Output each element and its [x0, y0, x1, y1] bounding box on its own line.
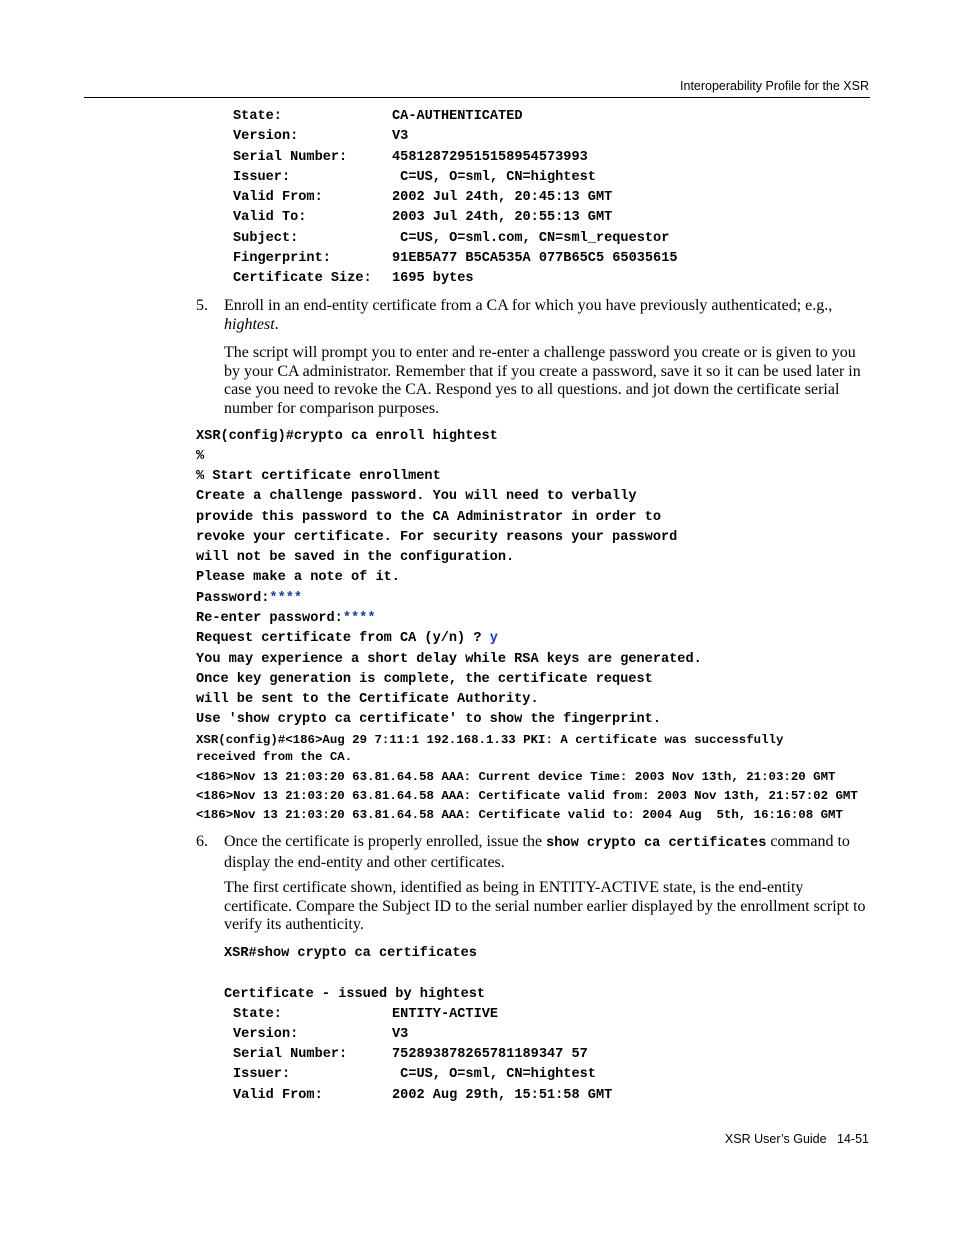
cert1-label: Valid From:: [233, 190, 323, 205]
step6-paragraph: The first certificate shown, identified as being in ENTITY-ACTIVE state, is the end-entity certificate. Compare the Subject ID to the serial number earlier displayed by the enrollment script to verify its authenticity.: [224, 879, 866, 933]
cert1-value: 2003 Jul 24th, 20:55:13 GMT: [392, 210, 613, 225]
cert1-value: 91EB5A77 B5CA535A 077B65C5 65035615: [392, 251, 678, 266]
transcript-line: Create a challenge password. You will need to verbally: [196, 489, 637, 504]
step5-paragraph: The script will prompt you to enter and re-enter a challenge password you create or is given to you by your CA administrator. Remember that if you create a password, save it so it can be used later in case you need to revoke the CA. Respond yes to all questions. and jot down the certificate serial number for comparison purposes.: [224, 344, 861, 417]
transcript-line: received from the CA.: [196, 750, 353, 764]
step5-text-a: Enroll in an end-entity certificate from a CA for which you have previously authenticated; e.g.,: [224, 297, 833, 314]
step6-text-b: command to display the end-entity and other certificates.: [224, 833, 850, 871]
cert2-value: V3: [392, 1027, 409, 1042]
header-rule: [84, 97, 870, 98]
transcript-line: XSR(config)#<186>Aug 29 7:11:1 192.168.1.33 PKI: A certificate was successfully: [196, 733, 784, 747]
transcript-line: Use 'show crypto ca certificate' to show the fingerprint.: [196, 712, 661, 727]
transcript-line: will not be saved in the configuration.: [196, 550, 515, 565]
transcript-line: will be sent to the Certificate Authority.: [196, 692, 539, 707]
cert1-value: C=US, O=sml.com, CN=sml_requestor: [392, 231, 670, 246]
cert2-value: C=US, O=sml, CN=hightest: [392, 1067, 596, 1082]
reenter-password-input: ****: [342, 611, 376, 626]
transcript-line: revoke your certificate. For security reasons your password: [196, 530, 678, 545]
cert2-label: Issuer:: [233, 1067, 291, 1082]
cert2-label: Version:: [233, 1027, 299, 1042]
password-input: ****: [269, 591, 303, 606]
running-header: Interoperability Profile for the XSR: [680, 79, 869, 93]
cert2-value: 2002 Aug 29th, 15:51:58 GMT: [392, 1088, 613, 1103]
issued-by-line: Certificate - issued by hightest: [224, 987, 486, 1002]
cert1-label: Issuer:: [233, 170, 291, 185]
transcript-line: You may experience a short delay while RSA keys are generated.: [196, 652, 702, 667]
cert1-label: Certificate Size:: [233, 271, 372, 286]
transcript-line: <186>Nov 13 21:03:20 63.81.64.58 AAA: Certificate valid to: 2004 Aug 5th, 16:16:08 GMT: [196, 808, 843, 822]
cert1-label: Valid To:: [233, 210, 307, 225]
step6-text-a: Once the certificate is properly enrolled, issue the: [224, 833, 547, 850]
cert1-label: Fingerprint:: [233, 251, 331, 266]
cert1-label: Serial Number:: [233, 150, 348, 165]
page-number: 14-51: [837, 1132, 869, 1146]
transcript-line: %: [196, 449, 205, 464]
transcript-line: provide this password to the CA Administrator in order to: [196, 510, 661, 525]
request-input: y: [489, 631, 498, 646]
step6-text: [224, 833, 870, 872]
cert2-value: ENTITY-ACTIVE: [392, 1007, 499, 1022]
transcript-line: Once key generation is complete, the certificate request: [196, 672, 653, 687]
transcript-line: Please make a note of it.: [196, 570, 400, 585]
cert1-value: C=US, O=sml, CN=hightest: [392, 170, 596, 185]
cert2-value: 752893878265781189347 57: [392, 1047, 588, 1062]
cert1-label: Subject:: [233, 231, 299, 246]
transcript-line: % Start certificate enrollment: [196, 469, 441, 484]
step5-example: hightest: [224, 315, 275, 333]
transcript-line: [196, 592, 302, 606]
cert1-value: 1695 bytes: [392, 271, 474, 286]
transcript-line: XSR(config)#crypto ca enroll hightest: [196, 429, 498, 444]
cert1-value: CA-AUTHENTICATED: [392, 109, 523, 124]
request-prompt: Request certificate from CA (y/n) ?: [196, 631, 490, 646]
page-footer: [725, 1132, 869, 1146]
transcript-line: [196, 612, 375, 626]
transcript-line: <186>Nov 13 21:03:20 63.81.64.58 AAA: Certificate valid from: 2003 Nov 13th, 21:57:02 GMT: [196, 789, 858, 803]
cert1-value: 2002 Jul 24th, 20:45:13 GMT: [392, 190, 613, 205]
show-command: XSR#show crypto ca certificates: [224, 946, 477, 961]
transcript-line: [196, 632, 498, 646]
cert1-label: State:: [233, 109, 282, 124]
step6-command: show crypto ca certificates: [546, 836, 767, 851]
cert1-value: V3: [392, 129, 409, 144]
guide-title: XSR User’s Guide: [724, 1132, 827, 1146]
password-prompt: Password:: [196, 591, 270, 606]
cert1-label: Version:: [233, 129, 299, 144]
cert2-label: Valid From:: [233, 1088, 323, 1103]
step6-number: 6.: [196, 833, 208, 850]
transcript-line: <186>Nov 13 21:03:20 63.81.64.58 AAA: Current device Time: 2003 Nov 13th, 21:03:20 GMT: [196, 770, 836, 784]
cert1-value: 458128729515158954573993: [392, 150, 588, 165]
cert2-label: Serial Number:: [233, 1047, 348, 1062]
step5-text: [224, 297, 870, 334]
reenter-password-prompt: Re-enter password:: [196, 611, 343, 626]
cert2-label: State:: [233, 1007, 282, 1022]
step5-number: 5.: [196, 297, 208, 314]
step5-text-b: .: [274, 315, 279, 333]
